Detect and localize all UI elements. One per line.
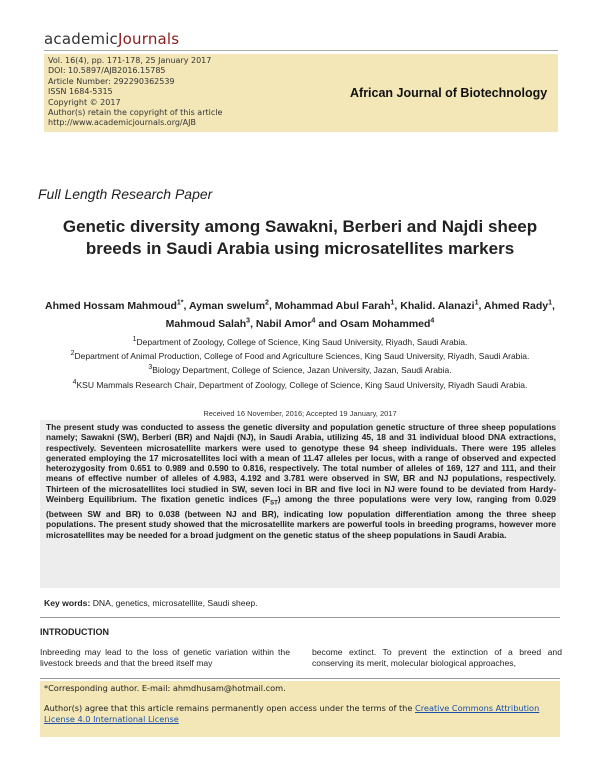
paper-title: Genetic diversity among Sawakni, Berberi and Najdi sheep breeds in Saudi Arabia using microsatellites markers bbox=[62, 217, 538, 258]
publisher-logo bbox=[44, 30, 179, 48]
affiliation: $^3$Biology Department, College of Science, Jazan University, Jazan, Saudi Arabia. bbox=[148, 364, 452, 376]
author-list bbox=[40, 295, 560, 332]
author: Ahmed Rady$^1$, bbox=[483, 299, 555, 312]
abstract-text: The present study was conducted to assess the genetic diversity and population genetic structure of three sheep populations namely; Sawakni (SW), Berberi (BR) and Najdi (NJ), in Saudi Arabia, utilizing 45, 18 and 31 individual blood DNA extractions, respectively. Seventeen microsatellite markers were used to genotype these 94 sheep individuals. There were 195 alleles generated employing the 17 microsatellites loci with a mean of 11.47 alleles per locus, with a range of observed and expected heterozygosity from 0.651 to 0.989 and 0.590 to 0.816, respectively. The total number of alleles of 169, 127 and 111, and their means of effective number of alleles of 4.983, 4.192 and 3.781 were observed in SW, BR and NJ populations, respectively. Thirteen of the microsatellites loci studied in SW, seven loci in BR and five loci in NJ were found to be deviated from Hardy-Weinberg Equilibrium. The fixation genetic indices $(F_{ST})$ among the three populations were very low, ranging from 0.029 (between SW and BR) to 0.038 (between NJ and BR), indicating low population differentiation among the three sheep populations. The present study showed that the microsatellite markers are powerful tools in breeding programs, however more microsatellites may be needed for a broad judgment on the genetic status of the sheep populations in Saudi Arabia. bbox=[46, 422, 557, 540]
keywords bbox=[44, 598, 258, 608]
author: Osam Mohammed$^4$ bbox=[339, 317, 435, 330]
author: Ahmed Hossam Mahmoud$^{1*}$, bbox=[45, 299, 189, 312]
affiliation: $^2$Department of Animal Production, College of Food and Agriculture Sciences, King Saud University, Riyadh, Saudi Arabia. bbox=[70, 350, 530, 362]
meta-issn: ISSN 1684-5315 bbox=[48, 87, 113, 97]
meta-volume: Vol. 16(4), pp. 171-178, 25 January 2017 bbox=[48, 56, 212, 65]
received-dates: Received 16 November, 2016; Accepted 19 January, 2017 bbox=[203, 409, 397, 418]
section-divider bbox=[40, 617, 560, 618]
author: Mohammad Abul Farah$^1$, bbox=[274, 299, 401, 312]
logo-text-journals: Journals bbox=[118, 30, 180, 48]
header-divider bbox=[44, 50, 558, 51]
section-heading-introduction: INTRODUCTION bbox=[40, 627, 109, 637]
intro-column-right: become extinct. To prevent the extinction of a breed and conserving its merit, molecular biological approaches, bbox=[312, 647, 562, 669]
article-metadata bbox=[48, 56, 222, 129]
meta-doi: DOI: 10.5897/AJB2016.15785 bbox=[48, 66, 166, 76]
affiliation: $^1$Department of Zoology, College of Science, King Saud University, Riyadh, Saudi Arabia. bbox=[132, 336, 468, 347]
corresponding-author: *Corresponding author. E-mail: ahmdhusam@hotmail.com. bbox=[44, 683, 286, 693]
keywords-label: Key words: bbox=[44, 598, 91, 608]
keywords-text: DNA, genetics, microsatellite, Saudi sheep. bbox=[92, 598, 258, 608]
meta-article-number: Article Number: 292290362539 bbox=[48, 76, 175, 86]
license-notice: Author(s) agree that this article remains permanently open access under the terms of the Creative Commons Attribution License 4.0 International License bbox=[44, 703, 540, 724]
author: Nabil Amor$^4$ and bbox=[255, 317, 340, 330]
intro-column-left: Inbreeding may lead to the loss of genetic variation within the livestock breeds and that the breed itself may bbox=[40, 647, 290, 669]
paper-type: Full Length Research Paper bbox=[38, 186, 213, 202]
affiliations bbox=[60, 334, 540, 391]
meta-rights: Author(s) retain the copyright of this article bbox=[48, 108, 223, 118]
logo-text-academic: academic bbox=[44, 30, 119, 48]
author: Ayman swelum$^2$, bbox=[188, 299, 275, 312]
meta-copyright: Copyright © 2017 bbox=[48, 97, 121, 107]
footer-divider bbox=[40, 678, 560, 679]
meta-url[interactable]: http://www.academicjournals.org/AJB bbox=[48, 118, 196, 128]
author: Khalid. Alanazi$^1$, bbox=[400, 299, 484, 312]
author: Mahmoud Salah$^3$, bbox=[165, 317, 256, 330]
journal-name: African Journal of Biotechnology bbox=[350, 86, 548, 100]
license-link[interactable]: Creative Commons Attribution License 4.0 International License bbox=[44, 703, 540, 724]
affiliation: $^4$KSU Mammals Research Chair, Department of Zoology, College of Science, King Saud University, Riyadh Saudi Arabia. bbox=[72, 378, 528, 390]
